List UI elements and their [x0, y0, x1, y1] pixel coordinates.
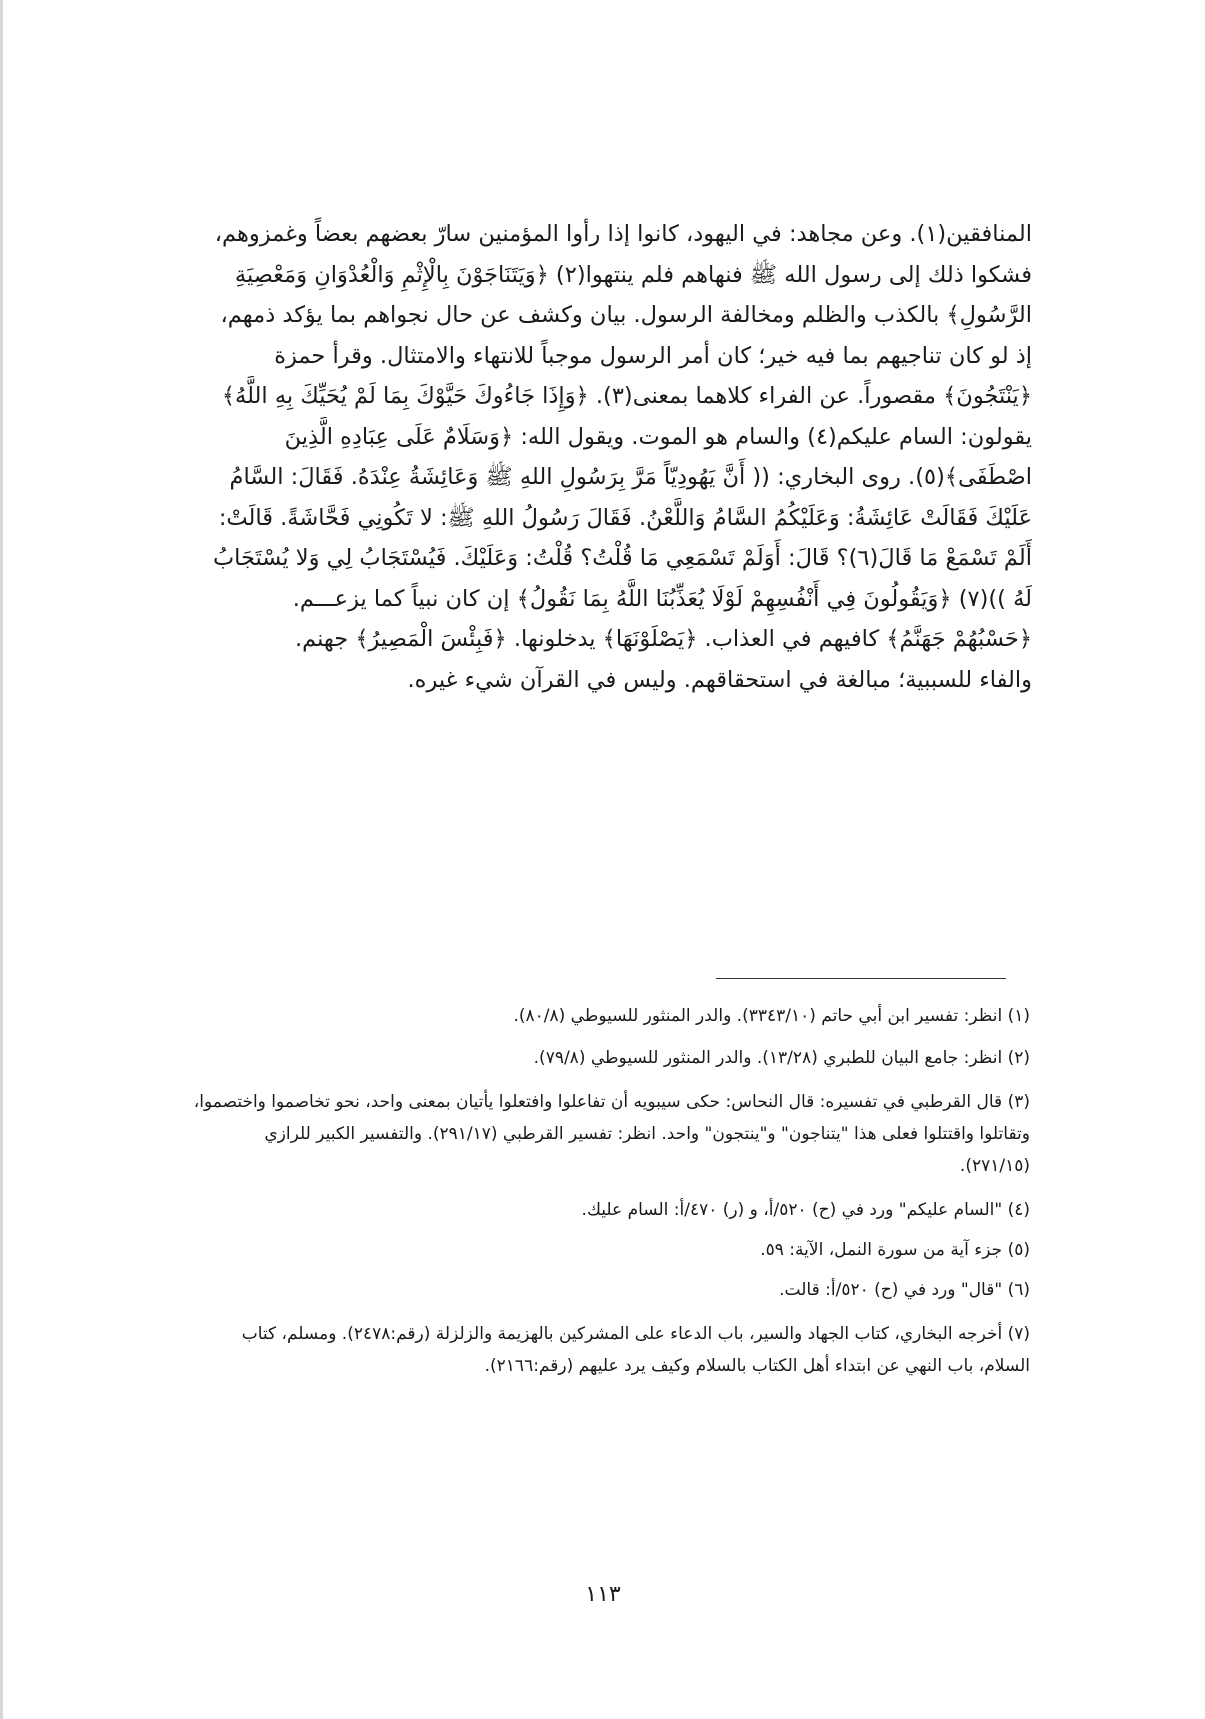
footnote-line: (٦) "قال" ورد في (ح) ٥٢٠/أ: قالت.: [779, 1280, 1030, 1300]
page-number: ١١٣: [585, 1582, 621, 1607]
main-text-line: ﴿حَسْبُهُمْ جَهَنَّمُ﴾ كافيهم في العذاب. ﴿يَصْلَوْنَهَا﴾ يدخلونها. ﴿فَبِئْسَ الْمَصِيرُ﴾ جهنم.: [294, 626, 1032, 652]
main-text-line: يقولون: السام عليكم(٤) والسام هو الموت. ويقول الله: ﴿وَسَلَامٌ عَلَى عِبَادِهِ الَّذِينَ: [284, 423, 1032, 450]
footnote-line: (٢٧١/١٥).: [959, 1156, 1030, 1176]
main-body-text: [196, 214, 1032, 700]
footnote-line: السلام، باب النهي عن ابتداء أهل الكتاب بالسلام وكيف يرد عليهم (رقم:٢١٦٦).: [484, 1356, 1030, 1376]
footnote-6: [150, 1274, 1030, 1306]
footnote-2: [150, 1042, 1030, 1074]
main-text-line: المنافقين(١). وعن مجاهد: في اليهود، كانوا إذا رأوا المؤمنين سارّ بعضهم بعضاً وغمزوهم،: [214, 221, 1032, 247]
footnotes-section: [150, 1000, 1030, 1382]
footnote-divider: [716, 978, 1006, 979]
main-text-line: اصْطَفَى﴾(٥). روى البخاري: (( أَنَّ يَهُودِيّاً مَرَّ بِرَسُولِ اللهِ ﷺ وَعَائِشَةُ عِنْدَهُ. فَقَالَ: السَّامُ: [229, 464, 1032, 490]
footnote-1: [150, 1000, 1030, 1032]
main-text-line: ﴿يَنْتَجُونَ﴾ مقصوراً. عن الفراء كلاهما بمعنى(٣). ﴿وَإِذَا جَاءُوكَ حَيَّوْكَ بِمَا لَمْ يُحَيِّكَ بِهِ اللَّهُ﴾: [221, 383, 1032, 409]
main-text-line: لَهُ ))(٧) ﴿وَيَقُولُونَ فِي أَنْفُسِهِمْ لَوْلَا يُعَذِّبُنَا اللَّهُ بِمَا نَقُولُ﴾ إن كان نبياً كما يزعـــم.: [292, 585, 1032, 612]
footnote-3: [150, 1086, 1030, 1182]
page-left-edge: [0, 0, 3, 1719]
footnote-line: (٥) جزء آية من سورة النمل، الآية: ٥٩.: [760, 1240, 1030, 1260]
main-text-line: فشكوا ذلك إلى رسول الله ﷺ فنهاهم فلم ينتهوا(٢) ﴿وَيَتَنَاجَوْنَ بِالْإِثْمِ وَالْعُدْوَانِ وَمَعْصِيَةِ: [234, 261, 1032, 288]
footnote-5: [150, 1234, 1030, 1266]
footnote-line: (٢) انظر: جامع البيان للطبري (١٣/٢٨). والدر المنثور للسيوطي (٧٩/٨).: [533, 1048, 1030, 1068]
main-text-line: والفاء للسببية؛ مبالغة في استحقاقهم. وليس في القرآن شيء غيره.: [407, 666, 1032, 693]
main-text-line: أَلَمْ تَسْمَعْ مَا قَالَ(٦)؟ قَالَ: أَوَلَمْ تَسْمَعِي مَا قُلْتُ؟ قُلْتُ: وَعَلَيْكَ. فَيُسْتَجَابُ لِي وَلا يُسْتَجَابُ: [212, 545, 1032, 571]
main-text-line: إذ لو كان تناجيهم بما فيه خير؛ كان أمر الرسول موجباً للانتهاء والامتثال. وقرأ حمزة: [274, 342, 1032, 369]
footnote-7: [150, 1318, 1030, 1382]
footnote-line: (٧) أخرجه البخاري، كتاب الجهاد والسير، باب الدعاء على المشركين بالهزيمة والزلزلة (رقم:٢٤٧٨). ومسلم، كتاب: [241, 1324, 1030, 1344]
main-text-line: عَلَيْكَ فَقَالَتْ عَائِشَةُ: وَعَلَيْكُمُ السَّامُ وَاللَّعْنُ. فَقَالَ رَسُولُ اللهِ ﷺ: لا تَكُونِي فَحَّاشَةً. قَالَتْ:: [218, 504, 1032, 531]
footnote-line: (٣) قال القرطبي في تفسيره: قال النحاس: حكى سيبويه أن تفاعلوا وافتعلوا يأتيان بمعنى واحد، نحو تخاصموا واختصموا،: [193, 1092, 1030, 1112]
footnote-4: [150, 1194, 1030, 1226]
footnote-line: وتقاتلوا واقتتلوا فعلى هذا "يتناجون" و"ينتجون" واحد. انظر: تفسير القرطبي (٢٩١/١٧). والتفسير الكبير للرازي: [264, 1124, 1030, 1144]
footnote-line: (٤) "السام عليكم" ورد في (ح) ٥٢٠/أ، و (ر) ٤٧٠/أ: السام عليك.: [581, 1200, 1030, 1220]
footnote-line: (١) انظر: تفسير ابن أبي حاتم (٣٣٤٣/١٠). والدر المنثور للسيوطي (٨٠/٨).: [513, 1006, 1030, 1026]
main-text-line: الرَّسُولِ﴾ بالكذب والظلم ومخالفة الرسول. بيان وكشف عن حال نجواهم بما يؤكد ذمهم،: [220, 302, 1032, 328]
